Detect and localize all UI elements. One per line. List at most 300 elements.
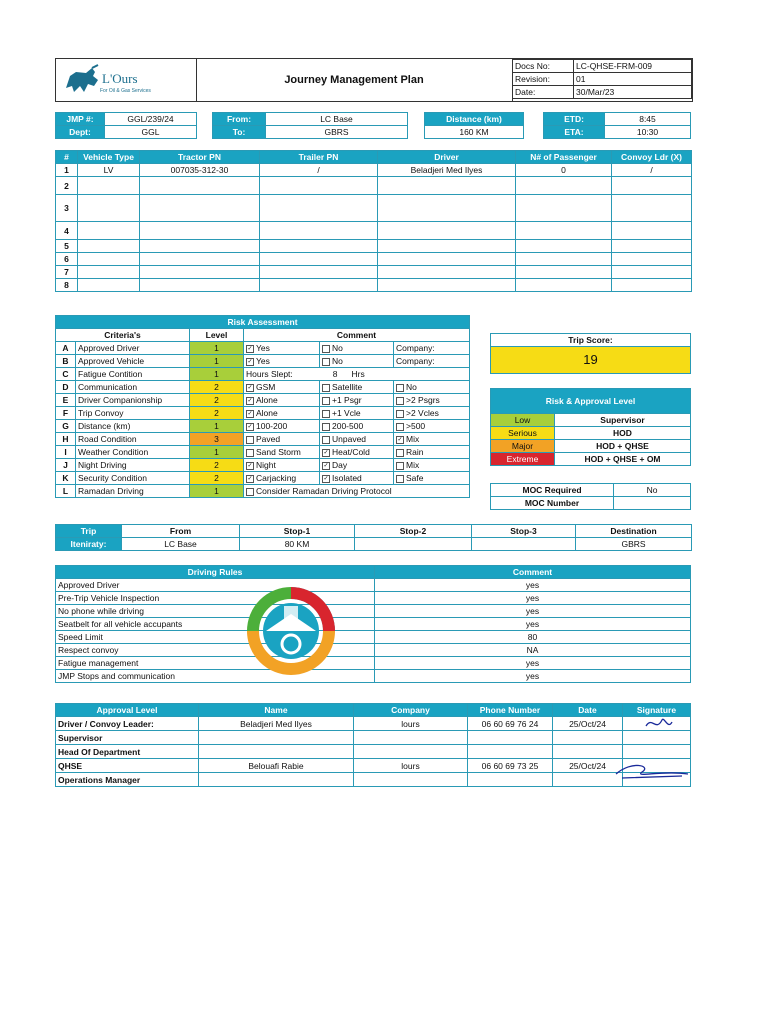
checkbox[interactable]: ✓ bbox=[247, 410, 253, 417]
driving-rule-row bbox=[56, 579, 691, 592]
risk-option-text: Day bbox=[332, 460, 348, 470]
risk-letter: D bbox=[56, 381, 76, 394]
vehicle-row bbox=[56, 164, 692, 177]
driving-rule-row bbox=[56, 670, 691, 683]
approval-level-row bbox=[491, 453, 691, 466]
risk-criteria: Security Condition bbox=[76, 472, 190, 485]
risk-letter: L bbox=[56, 485, 76, 498]
checkbox[interactable] bbox=[396, 423, 404, 431]
approval-row bbox=[56, 773, 691, 787]
vehicle-cell bbox=[260, 195, 378, 222]
vehicle-cell: 4 bbox=[56, 222, 78, 240]
risk-option bbox=[244, 433, 320, 446]
vehicle-cell bbox=[78, 222, 140, 240]
driving-rule: Pre-Trip Vehicle Inspection bbox=[56, 592, 375, 605]
risk-option-text: Carjacking bbox=[256, 473, 297, 483]
itinerary-header: Stop-2 bbox=[355, 525, 472, 538]
revision-label: Revision: bbox=[513, 73, 574, 86]
checkbox[interactable] bbox=[246, 449, 254, 457]
driving-rule: Speed Limit bbox=[56, 631, 375, 644]
trip-score-box bbox=[490, 333, 691, 374]
itinerary-table bbox=[55, 524, 692, 551]
vehicle-cell bbox=[78, 279, 140, 292]
risk-letter: G bbox=[56, 420, 76, 433]
vehicle-cell bbox=[378, 279, 516, 292]
signature-driver-icon bbox=[642, 714, 682, 734]
comment-header: Comment bbox=[244, 329, 470, 342]
vehicle-row bbox=[56, 240, 692, 253]
from-label: From: bbox=[213, 113, 266, 126]
risk-option bbox=[394, 342, 470, 355]
date-value: 30/Mar/23 bbox=[574, 86, 692, 99]
vehicle-cell bbox=[516, 240, 612, 253]
risk-letter: B bbox=[56, 355, 76, 368]
risk-criteria: Night Driving bbox=[76, 459, 190, 472]
approval-cell: lours bbox=[354, 759, 468, 773]
driving-rule-comment: yes bbox=[375, 657, 691, 670]
risk-option-text: 100-200 bbox=[256, 421, 288, 431]
risk-option-text: +1 Vcle bbox=[332, 408, 361, 418]
vehicle-header-cell: # bbox=[56, 151, 78, 164]
checkbox[interactable] bbox=[396, 462, 404, 470]
risk-option bbox=[244, 459, 320, 472]
driving-rule-row bbox=[56, 592, 691, 605]
criteria-header: Criteria's bbox=[56, 329, 190, 342]
risk-option bbox=[320, 342, 394, 355]
vehicle-header-cell: Vehicle Type bbox=[78, 151, 140, 164]
checkbox[interactable] bbox=[322, 358, 330, 366]
vehicle-cell bbox=[140, 279, 260, 292]
vehicle-cell bbox=[140, 177, 260, 195]
docs-no-value: LC-QHSE-FRM-009 bbox=[574, 60, 692, 73]
driving-rule-comment: yes bbox=[375, 618, 691, 631]
vehicle-header-cell: Driver bbox=[378, 151, 516, 164]
approval-cell bbox=[199, 745, 354, 759]
vehicle-cell: 0 bbox=[516, 164, 612, 177]
risk-row bbox=[56, 446, 470, 459]
risk-option-text: Mix bbox=[406, 434, 420, 444]
vehicle-header-cell: Trailer PN bbox=[260, 151, 378, 164]
risk-criteria: Road Condition bbox=[76, 433, 190, 446]
risk-criteria: Distance (km) bbox=[76, 420, 190, 433]
risk-option-text: Paved bbox=[256, 434, 281, 444]
logo bbox=[56, 59, 197, 101]
approval-header: Company bbox=[354, 704, 468, 717]
approval-header: Date bbox=[553, 704, 623, 717]
approval-header: Approval Level bbox=[56, 704, 199, 717]
approval-level-row bbox=[491, 414, 691, 427]
risk-letter: F bbox=[56, 407, 76, 420]
risk-option bbox=[320, 407, 394, 420]
risk-comment-text: Hours Slept: bbox=[246, 369, 293, 379]
vehicle-cell bbox=[260, 240, 378, 253]
driving-rule-row bbox=[56, 631, 691, 644]
driving-rule: Approved Driver bbox=[56, 579, 375, 592]
risk-option-text: Company: bbox=[396, 356, 435, 366]
risk-option-text: Rain bbox=[406, 447, 424, 457]
risk-option-text: Alone bbox=[256, 408, 278, 418]
risk-comment-text: Hrs bbox=[351, 369, 365, 379]
vehicle-cell bbox=[516, 195, 612, 222]
vehicle-cell bbox=[516, 279, 612, 292]
risk-criteria: Approved Vehicle bbox=[76, 355, 190, 368]
risk-level: 1 bbox=[190, 355, 244, 368]
risk-comment bbox=[244, 368, 470, 381]
driving-rule-row bbox=[56, 644, 691, 657]
risk-option-text: Satellite bbox=[332, 382, 363, 392]
checkbox[interactable] bbox=[322, 410, 330, 418]
approval-role: Driver / Convoy Leader: bbox=[56, 717, 199, 731]
vehicle-cell bbox=[378, 266, 516, 279]
risk-option bbox=[320, 459, 394, 472]
vehicle-cell bbox=[78, 240, 140, 253]
approvals-table bbox=[55, 703, 691, 787]
risk-criteria: Fatigue Contition bbox=[76, 368, 190, 381]
approval-cell bbox=[553, 745, 623, 759]
risk-row bbox=[56, 394, 470, 407]
header-box bbox=[55, 58, 693, 102]
risk-level: 1 bbox=[190, 368, 244, 381]
eta-value: 10:30 bbox=[605, 126, 691, 139]
checkbox[interactable]: ✓ bbox=[247, 397, 253, 404]
vehicle-cell: LV bbox=[78, 164, 140, 177]
approval-level-row bbox=[491, 427, 691, 440]
logo-subtext: For Oil & Gas Services bbox=[100, 88, 151, 94]
risk-criteria: Weather Condition bbox=[76, 446, 190, 459]
vehicle-cell bbox=[612, 279, 692, 292]
checkbox[interactable]: ✓ bbox=[323, 449, 329, 456]
checkbox[interactable]: ✓ bbox=[247, 358, 253, 365]
risk-option bbox=[394, 446, 470, 459]
approval-role: QHSE bbox=[56, 759, 199, 773]
doc-info-table bbox=[512, 59, 692, 99]
checkbox[interactable] bbox=[246, 436, 254, 444]
vehicle-header-cell: Convoy Ldr (X) bbox=[612, 151, 692, 164]
from-value: LC Base bbox=[266, 113, 408, 126]
vehicle-cell: Beladjeri Med Ilyes bbox=[378, 164, 516, 177]
vehicle-row bbox=[56, 253, 692, 266]
date-label: Date: bbox=[513, 86, 574, 99]
risk-row bbox=[56, 472, 470, 485]
risk-option bbox=[394, 381, 470, 394]
vehicle-cell bbox=[378, 240, 516, 253]
risk-row bbox=[56, 355, 470, 368]
risk-option bbox=[244, 420, 320, 433]
risk-option-text: 200-500 bbox=[332, 421, 364, 431]
driving-rule: Respect convoy bbox=[56, 644, 375, 657]
trip-score-value: 19 bbox=[490, 347, 691, 374]
approval-cell: Belouafi Rabie bbox=[199, 759, 354, 773]
approval-level-row bbox=[491, 440, 691, 453]
approval-cell bbox=[199, 731, 354, 745]
driving-rule-comment: yes bbox=[375, 592, 691, 605]
risk-option bbox=[244, 394, 320, 407]
approval-level-name: Serious bbox=[491, 427, 555, 440]
risk-option-text: Sand Storm bbox=[256, 447, 301, 457]
itinerary-value: LC Base bbox=[122, 538, 240, 551]
approval-cell: 25/Oct/24 bbox=[553, 759, 623, 773]
risk-approval-title: Risk & Approval Level bbox=[491, 389, 691, 414]
moc-table bbox=[490, 483, 691, 510]
checkbox[interactable] bbox=[396, 410, 404, 418]
checkbox[interactable] bbox=[396, 384, 404, 392]
vehicle-cell bbox=[78, 177, 140, 195]
jmp-info-left bbox=[55, 112, 197, 139]
itinerary-label: Iteniraty: bbox=[56, 538, 122, 551]
level-header: Level bbox=[190, 329, 244, 342]
vehicle-cell bbox=[260, 177, 378, 195]
moc-required-value: No bbox=[614, 484, 691, 497]
vehicle-row bbox=[56, 195, 692, 222]
approval-cell bbox=[553, 731, 623, 745]
moc-required-label: MOC Required bbox=[491, 484, 614, 497]
approval-cell: Beladjeri Med Ilyes bbox=[199, 717, 354, 731]
risk-option bbox=[320, 420, 394, 433]
vehicle-cell bbox=[516, 222, 612, 240]
driving-rule-comment: 80 bbox=[375, 631, 691, 644]
risk-option bbox=[394, 433, 470, 446]
risk-option-text: GSM bbox=[256, 382, 276, 392]
risk-level: 1 bbox=[190, 420, 244, 433]
risk-option-text: Safe bbox=[406, 473, 424, 483]
risk-letter: C bbox=[56, 368, 76, 381]
approval-level-approver: HOD + QHSE + OM bbox=[555, 453, 691, 466]
checkbox[interactable] bbox=[322, 423, 330, 431]
jmp-info-route bbox=[212, 112, 408, 139]
risk-option-text: No bbox=[332, 343, 343, 353]
vehicle-cell bbox=[378, 253, 516, 266]
approval-role: Operations Manager bbox=[56, 773, 199, 787]
vehicle-row bbox=[56, 177, 692, 195]
risk-option bbox=[320, 381, 394, 394]
approval-level-approver: HOD + QHSE bbox=[555, 440, 691, 453]
approval-cell bbox=[468, 773, 553, 787]
risk-letter: A bbox=[56, 342, 76, 355]
risk-option bbox=[244, 355, 320, 368]
vehicle-cell bbox=[260, 279, 378, 292]
checkbox[interactable]: ✓ bbox=[247, 345, 253, 352]
document-title: Journey Management Plan bbox=[196, 59, 513, 101]
risk-option bbox=[394, 420, 470, 433]
etd-label: ETD: bbox=[544, 113, 605, 126]
vehicle-cell bbox=[612, 177, 692, 195]
approval-cell bbox=[354, 745, 468, 759]
risk-comment-text: Consider Ramadan Driving Protocol bbox=[256, 486, 392, 496]
risk-option-text: >500 bbox=[406, 421, 426, 431]
risk-row bbox=[56, 459, 470, 472]
risk-option bbox=[244, 342, 320, 355]
checkbox[interactable]: ✓ bbox=[247, 423, 253, 430]
risk-option bbox=[320, 355, 394, 368]
checkbox[interactable] bbox=[396, 475, 404, 483]
vehicle-cell bbox=[140, 266, 260, 279]
approval-cell bbox=[468, 731, 553, 745]
etd-value: 8:45 bbox=[605, 113, 691, 126]
moc-number-value bbox=[614, 497, 691, 510]
risk-option bbox=[320, 394, 394, 407]
risk-option-text: Night bbox=[256, 460, 276, 470]
risk-level: 3 bbox=[190, 433, 244, 446]
risk-option-text: Unpaved bbox=[332, 434, 367, 444]
checkbox[interactable] bbox=[396, 449, 404, 457]
vehicle-cell bbox=[260, 222, 378, 240]
jmp-info-distance bbox=[424, 112, 524, 139]
vehicle-cell: 3 bbox=[56, 195, 78, 222]
revision-value: 01 bbox=[574, 73, 692, 86]
docs-no-label: Docs No: bbox=[513, 60, 574, 73]
signature-qhse-icon bbox=[612, 758, 692, 782]
risk-option bbox=[244, 446, 320, 459]
risk-letter: K bbox=[56, 472, 76, 485]
risk-approval-level-table bbox=[490, 388, 691, 466]
driving-rule: Seatbelt for all vehicle accupants bbox=[56, 618, 375, 631]
driving-rule-comment: yes bbox=[375, 605, 691, 618]
vehicle-cell bbox=[140, 222, 260, 240]
approval-level-name: Low bbox=[491, 414, 555, 427]
risk-option-text: Mix bbox=[406, 460, 420, 470]
approval-header: Signature bbox=[623, 704, 691, 717]
driving-safety-wheel-icon bbox=[244, 584, 338, 678]
to-label: To: bbox=[213, 126, 266, 139]
checkbox[interactable]: ✓ bbox=[323, 475, 329, 482]
driving-rule-row bbox=[56, 618, 691, 631]
itinerary-value bbox=[355, 538, 472, 551]
risk-row bbox=[56, 433, 470, 446]
risk-assessment-title: Risk Assessment bbox=[56, 316, 470, 329]
vehicle-cell bbox=[78, 266, 140, 279]
approval-role: Head Of Department bbox=[56, 745, 199, 759]
trip-score-label: Trip Score: bbox=[490, 333, 691, 347]
risk-option bbox=[394, 472, 470, 485]
approval-cell bbox=[468, 745, 553, 759]
checkbox[interactable] bbox=[322, 345, 330, 353]
risk-level: 1 bbox=[190, 485, 244, 498]
approval-level-name: Major bbox=[491, 440, 555, 453]
risk-option-text: Yes bbox=[256, 343, 270, 353]
approval-cell: 06 60 69 76 24 bbox=[468, 717, 553, 731]
approval-cell bbox=[354, 731, 468, 745]
risk-option bbox=[320, 472, 394, 485]
vehicle-cell bbox=[612, 253, 692, 266]
vehicle-header-cell: N# of Passenger bbox=[516, 151, 612, 164]
logo-text: L'Ours bbox=[102, 71, 138, 86]
risk-row bbox=[56, 420, 470, 433]
checkbox[interactable]: ✓ bbox=[323, 462, 329, 469]
vehicle-cell bbox=[260, 253, 378, 266]
risk-criteria: Ramadan Driving bbox=[76, 485, 190, 498]
driving-rule: JMP Stops and communication bbox=[56, 670, 375, 683]
vehicle-cell: 2 bbox=[56, 177, 78, 195]
jmp-value: GGL/239/24 bbox=[105, 113, 197, 126]
driving-rule-row bbox=[56, 605, 691, 618]
to-value: GBRS bbox=[266, 126, 408, 139]
risk-row bbox=[56, 485, 470, 498]
approval-cell: lours bbox=[354, 717, 468, 731]
risk-option-text: No bbox=[332, 356, 343, 366]
eta-label: ETA: bbox=[544, 126, 605, 139]
risk-option-text: Heat/Cold bbox=[332, 447, 370, 457]
risk-level: 2 bbox=[190, 472, 244, 485]
checkbox[interactable] bbox=[322, 397, 330, 405]
approval-level-name: Extreme bbox=[491, 453, 555, 466]
checkbox[interactable]: ✓ bbox=[247, 384, 253, 391]
signature-cell bbox=[623, 745, 691, 759]
vehicle-row bbox=[56, 266, 692, 279]
itinerary-value bbox=[472, 538, 576, 551]
risk-row bbox=[56, 407, 470, 420]
vehicle-cell bbox=[612, 240, 692, 253]
approval-row bbox=[56, 759, 691, 773]
vehicle-cell: 1 bbox=[56, 164, 78, 177]
distance-label: Distance (km) bbox=[425, 113, 524, 126]
risk-level: 2 bbox=[190, 459, 244, 472]
checkbox[interactable]: ✓ bbox=[397, 436, 403, 443]
risk-criteria: Communication bbox=[76, 381, 190, 394]
risk-comment-text: 8 bbox=[332, 369, 338, 379]
risk-letter: I bbox=[56, 446, 76, 459]
risk-option bbox=[320, 433, 394, 446]
vehicle-header-cell: Tractor PN bbox=[140, 151, 260, 164]
checkbox[interactable]: ✓ bbox=[247, 475, 253, 482]
vehicle-cell bbox=[612, 222, 692, 240]
vehicle-cell: 5 bbox=[56, 240, 78, 253]
itinerary-header: Destination bbox=[576, 525, 692, 538]
vehicle-cell bbox=[78, 253, 140, 266]
approval-level-approver: HOD bbox=[555, 427, 691, 440]
risk-option bbox=[394, 407, 470, 420]
approval-row bbox=[56, 717, 691, 731]
risk-option-text: Yes bbox=[256, 356, 270, 366]
risk-letter: E bbox=[56, 394, 76, 407]
checkbox[interactable] bbox=[246, 488, 254, 496]
vehicle-cell: 007035-312-30 bbox=[140, 164, 260, 177]
risk-level: 2 bbox=[190, 381, 244, 394]
risk-level: 2 bbox=[190, 394, 244, 407]
checkbox[interactable]: ✓ bbox=[247, 462, 253, 469]
approval-row bbox=[56, 731, 691, 745]
driving-rule-comment: yes bbox=[375, 579, 691, 592]
driving-rules-table bbox=[55, 565, 691, 683]
risk-assessment-table bbox=[55, 315, 470, 498]
risk-letter: J bbox=[56, 459, 76, 472]
vehicle-cell bbox=[78, 195, 140, 222]
risk-option-text: Alone bbox=[256, 395, 278, 405]
risk-row bbox=[56, 381, 470, 394]
vehicle-cell bbox=[378, 195, 516, 222]
vehicle-cell: / bbox=[612, 164, 692, 177]
itinerary-header: Stop-1 bbox=[240, 525, 355, 538]
vehicle-cell bbox=[612, 266, 692, 279]
vehicle-row bbox=[56, 279, 692, 292]
approval-header: Phone Number bbox=[468, 704, 553, 717]
checkbox[interactable] bbox=[322, 384, 330, 392]
risk-option-text: >2 Psgrs bbox=[406, 395, 440, 405]
vehicle-cell bbox=[378, 222, 516, 240]
risk-option-text: >2 Vcles bbox=[406, 408, 439, 418]
approval-row bbox=[56, 745, 691, 759]
vehicle-cell: / bbox=[260, 164, 378, 177]
vehicle-cell bbox=[516, 266, 612, 279]
driving-rule-row bbox=[56, 657, 691, 670]
checkbox[interactable] bbox=[396, 397, 404, 405]
itinerary-value: 80 KM bbox=[240, 538, 355, 551]
checkbox[interactable] bbox=[322, 436, 330, 444]
driving-rule: No phone while driving bbox=[56, 605, 375, 618]
driving-rule: Fatigue management bbox=[56, 657, 375, 670]
risk-letter: H bbox=[56, 433, 76, 446]
approval-cell bbox=[354, 773, 468, 787]
driving-rule-comment: yes bbox=[375, 670, 691, 683]
